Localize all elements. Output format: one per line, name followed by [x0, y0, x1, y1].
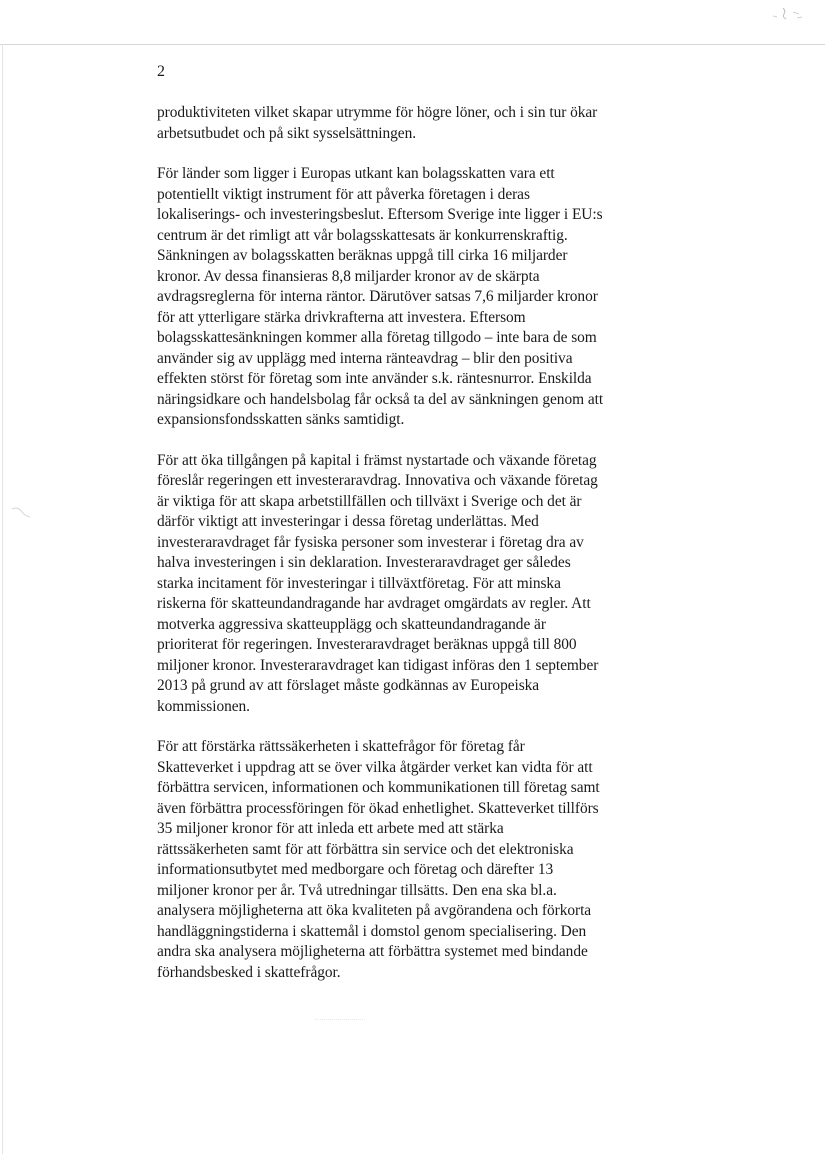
- text-line: investeraravdraget får fysiska personer som investerar i företag dra av: [157, 533, 584, 551]
- text-line: För att förstärka rättssäkerheten i skattefrågor för företag får: [157, 738, 525, 755]
- text-line: Skatteverket i uppdrag att se över vilka åtgärder verket kan vidta för att: [157, 758, 593, 776]
- paragraph: [157, 451, 627, 718]
- text-line: halva investeringen i sin deklaration. Investeraravdraget ger således: [157, 554, 571, 571]
- scan-edge-top: [0, 44, 825, 45]
- text-line: näringsidkare och handelsbolag får också ta del av sänkningen genom att: [157, 390, 604, 408]
- text-line: lokaliserings- och investeringsbeslut. Eftersom Sverige inte ligger i EU:s: [157, 206, 603, 223]
- text-line: rättssäkerheten samt för att förbättra sin service och det elektroniska: [157, 840, 574, 858]
- text-line: starka incitament för investeringar i tillväxtföretag. För att minska: [157, 574, 561, 592]
- text-line: föreslår regeringen ett investeraravdrag. Innovativa och växande företag: [157, 472, 598, 489]
- text-line: för att ytterligare stärka drivkrafterna att investera. Eftersom: [157, 308, 526, 326]
- text-line: potentiellt viktigt instrument för att påverka företagen i deras: [157, 185, 530, 203]
- text-line: är viktiga för att skapa arbetstillfällen och tillväxt i Sverige och det är: [157, 492, 582, 510]
- text-line: använder sig av upplägg med interna ränteavdrag – blir den positiva: [157, 349, 573, 367]
- text-line: expansionsfondsskatten sänks samtidigt.: [157, 411, 405, 428]
- text-line: miljoner kronor. Investeraravdraget kan tidigast införas den 1 september: [157, 656, 599, 674]
- text-line: 2013 på grund av att förslaget måste godkännas av Europeiska: [157, 677, 540, 694]
- text-line: miljoner kronor per år. Två utredningar tillsätts. Den ena ska bl.a.: [157, 881, 557, 899]
- text-line: förhandsbesked i skattefrågor.: [157, 963, 341, 981]
- text-line: För länder som ligger i Europas utkant kan bolagsskatten vara ett: [157, 165, 555, 182]
- text-line: För att öka tillgången på kapital i främst nystartade och växande företag: [157, 451, 597, 469]
- text-line: motverka aggressiva skatteupplägg och skatteundandragande är: [157, 615, 546, 633]
- text-line: förbättra servicen, informationen och kommunikationen till företag samt: [157, 779, 600, 796]
- text-line: Sänkningen av bolagsskatten beräknas uppgå till cirka 16 miljarder: [157, 247, 568, 264]
- text-line: andra ska analysera möjligheterna att förbättra systemet med bindande: [157, 943, 588, 960]
- text-line: därför viktigt att investeringar i dessa företag underlättas. Med: [157, 513, 539, 530]
- text-line: även förbättra processföringen för ökad enhetlighet. Skatteverket tillförs: [157, 799, 599, 817]
- text-line: informationsutbytet med medborgare och företag och därefter 13: [157, 861, 554, 878]
- text-line: analysera möjligheterna att öka kvaliteten på avgörandena och förkorta: [157, 902, 592, 919]
- text-line: centrum är det rimligt att vår bolagsskattesats är konkurrenskraftig.: [157, 226, 568, 244]
- scan-artifact-footer: [315, 1019, 365, 1020]
- text-line: kronor. Av dessa finansieras 8,8 miljarder kronor av de skärpta: [157, 267, 540, 285]
- page-number: 2: [157, 63, 165, 80]
- scan-edge-left: [2, 44, 3, 1154]
- scan-smudge-mark: [753, 4, 813, 26]
- text-line: bolagsskattesänkningen kommer alla företag tillgodo – inte bara de som: [157, 329, 597, 346]
- text-line: 35 miljoner kronor för att inleda ett arbete med att stärka: [157, 820, 504, 837]
- text-line: effekten störst för företag som inte använder s.k. räntesnurror. Enskilda: [157, 370, 592, 387]
- text-line: produktiviteten vilket skapar utrymme för högre löner, och i sin tur ökar: [157, 104, 598, 121]
- text-line: avdragsreglerna för interna räntor. Därutöver satsas 7,6 miljarder kronor: [157, 288, 598, 305]
- text-line: handläggningstiderna i skattemål i domstol genom specialisering. Den: [157, 922, 587, 940]
- text-line: kommissionen.: [157, 697, 250, 715]
- document-body: [157, 103, 627, 1003]
- paragraph: [157, 164, 627, 431]
- paragraph: [157, 737, 627, 983]
- paragraph: [157, 103, 627, 144]
- scan-speck: [10, 505, 32, 521]
- text-line: arbetsutbudet och på sikt sysselsättningen.: [157, 124, 417, 142]
- text-line: riskerna för skatteundandragande har avdraget omgärdats av regler. Att: [157, 595, 591, 612]
- text-line: prioriterat för regeringen. Investeraravdraget beräknas uppgå till 800: [157, 636, 577, 653]
